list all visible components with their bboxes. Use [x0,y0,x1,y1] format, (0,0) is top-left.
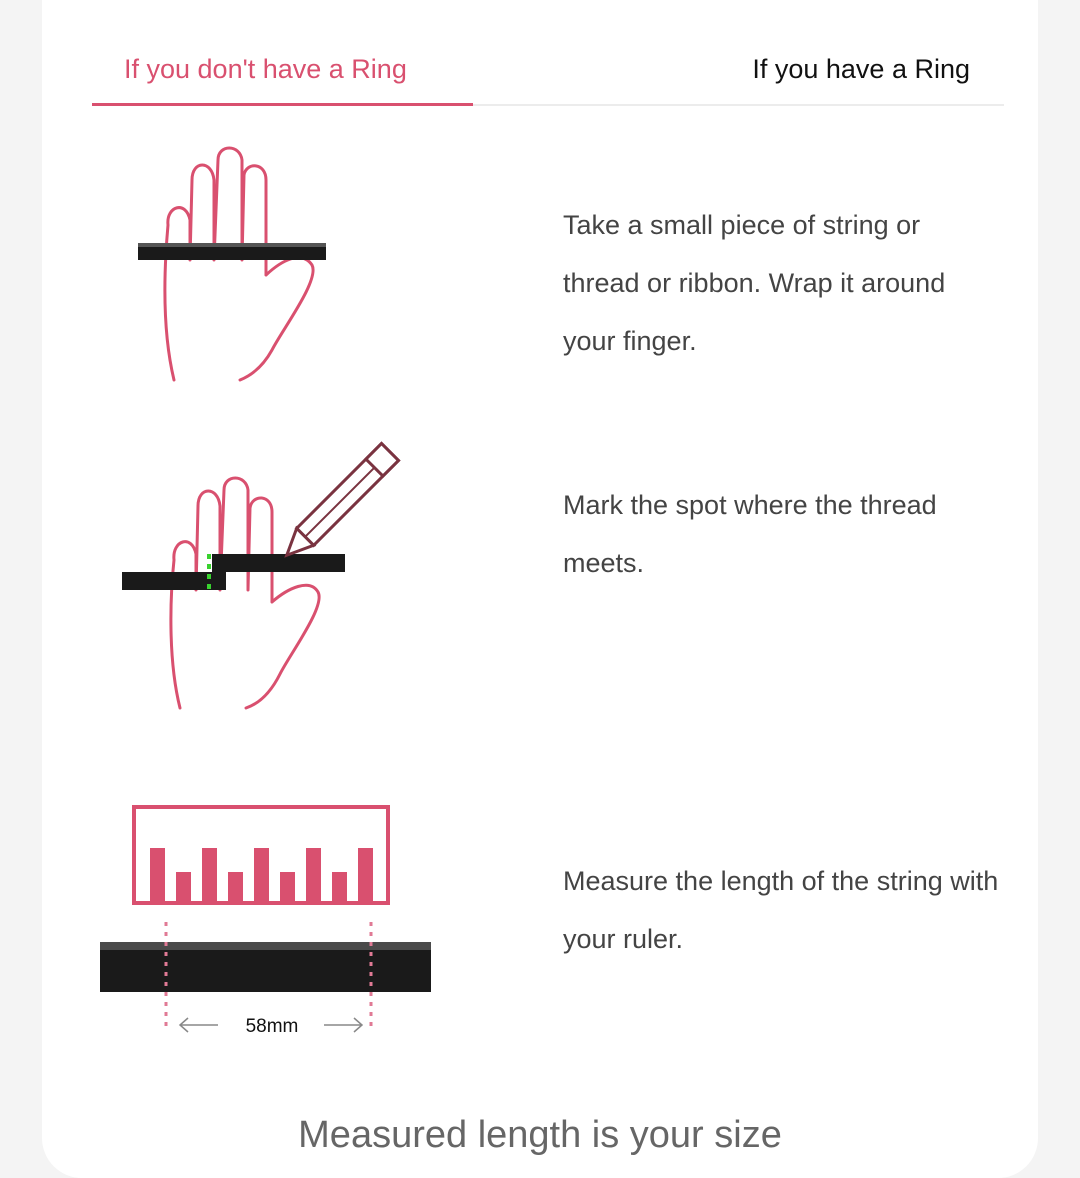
measure-label: 58mm [245,1016,299,1037]
step-3-text: Measure the length of the string with your ruler. [563,866,999,954]
footer-caption: Measured length is your size [298,1114,782,1156]
tab-have-ring[interactable]: If you have a Ring [752,54,970,84]
tab-bar [92,0,1004,106]
hand-marking-pencil-icon [120,430,450,715]
tab-no-ring[interactable]: If you don't have a Ring [124,54,407,84]
step-1-text: Take a small piece of string or thread or ribbon. Wrap it around your finger. [563,210,946,356]
hand-with-string-icon [132,140,342,390]
size-guide-card [42,0,1038,1178]
pencil-icon [278,444,398,564]
active-tab-indicator [92,103,473,106]
step-2-text: Mark the spot where the thread meets. [563,490,937,578]
ruler-measure-icon [92,800,442,1040]
